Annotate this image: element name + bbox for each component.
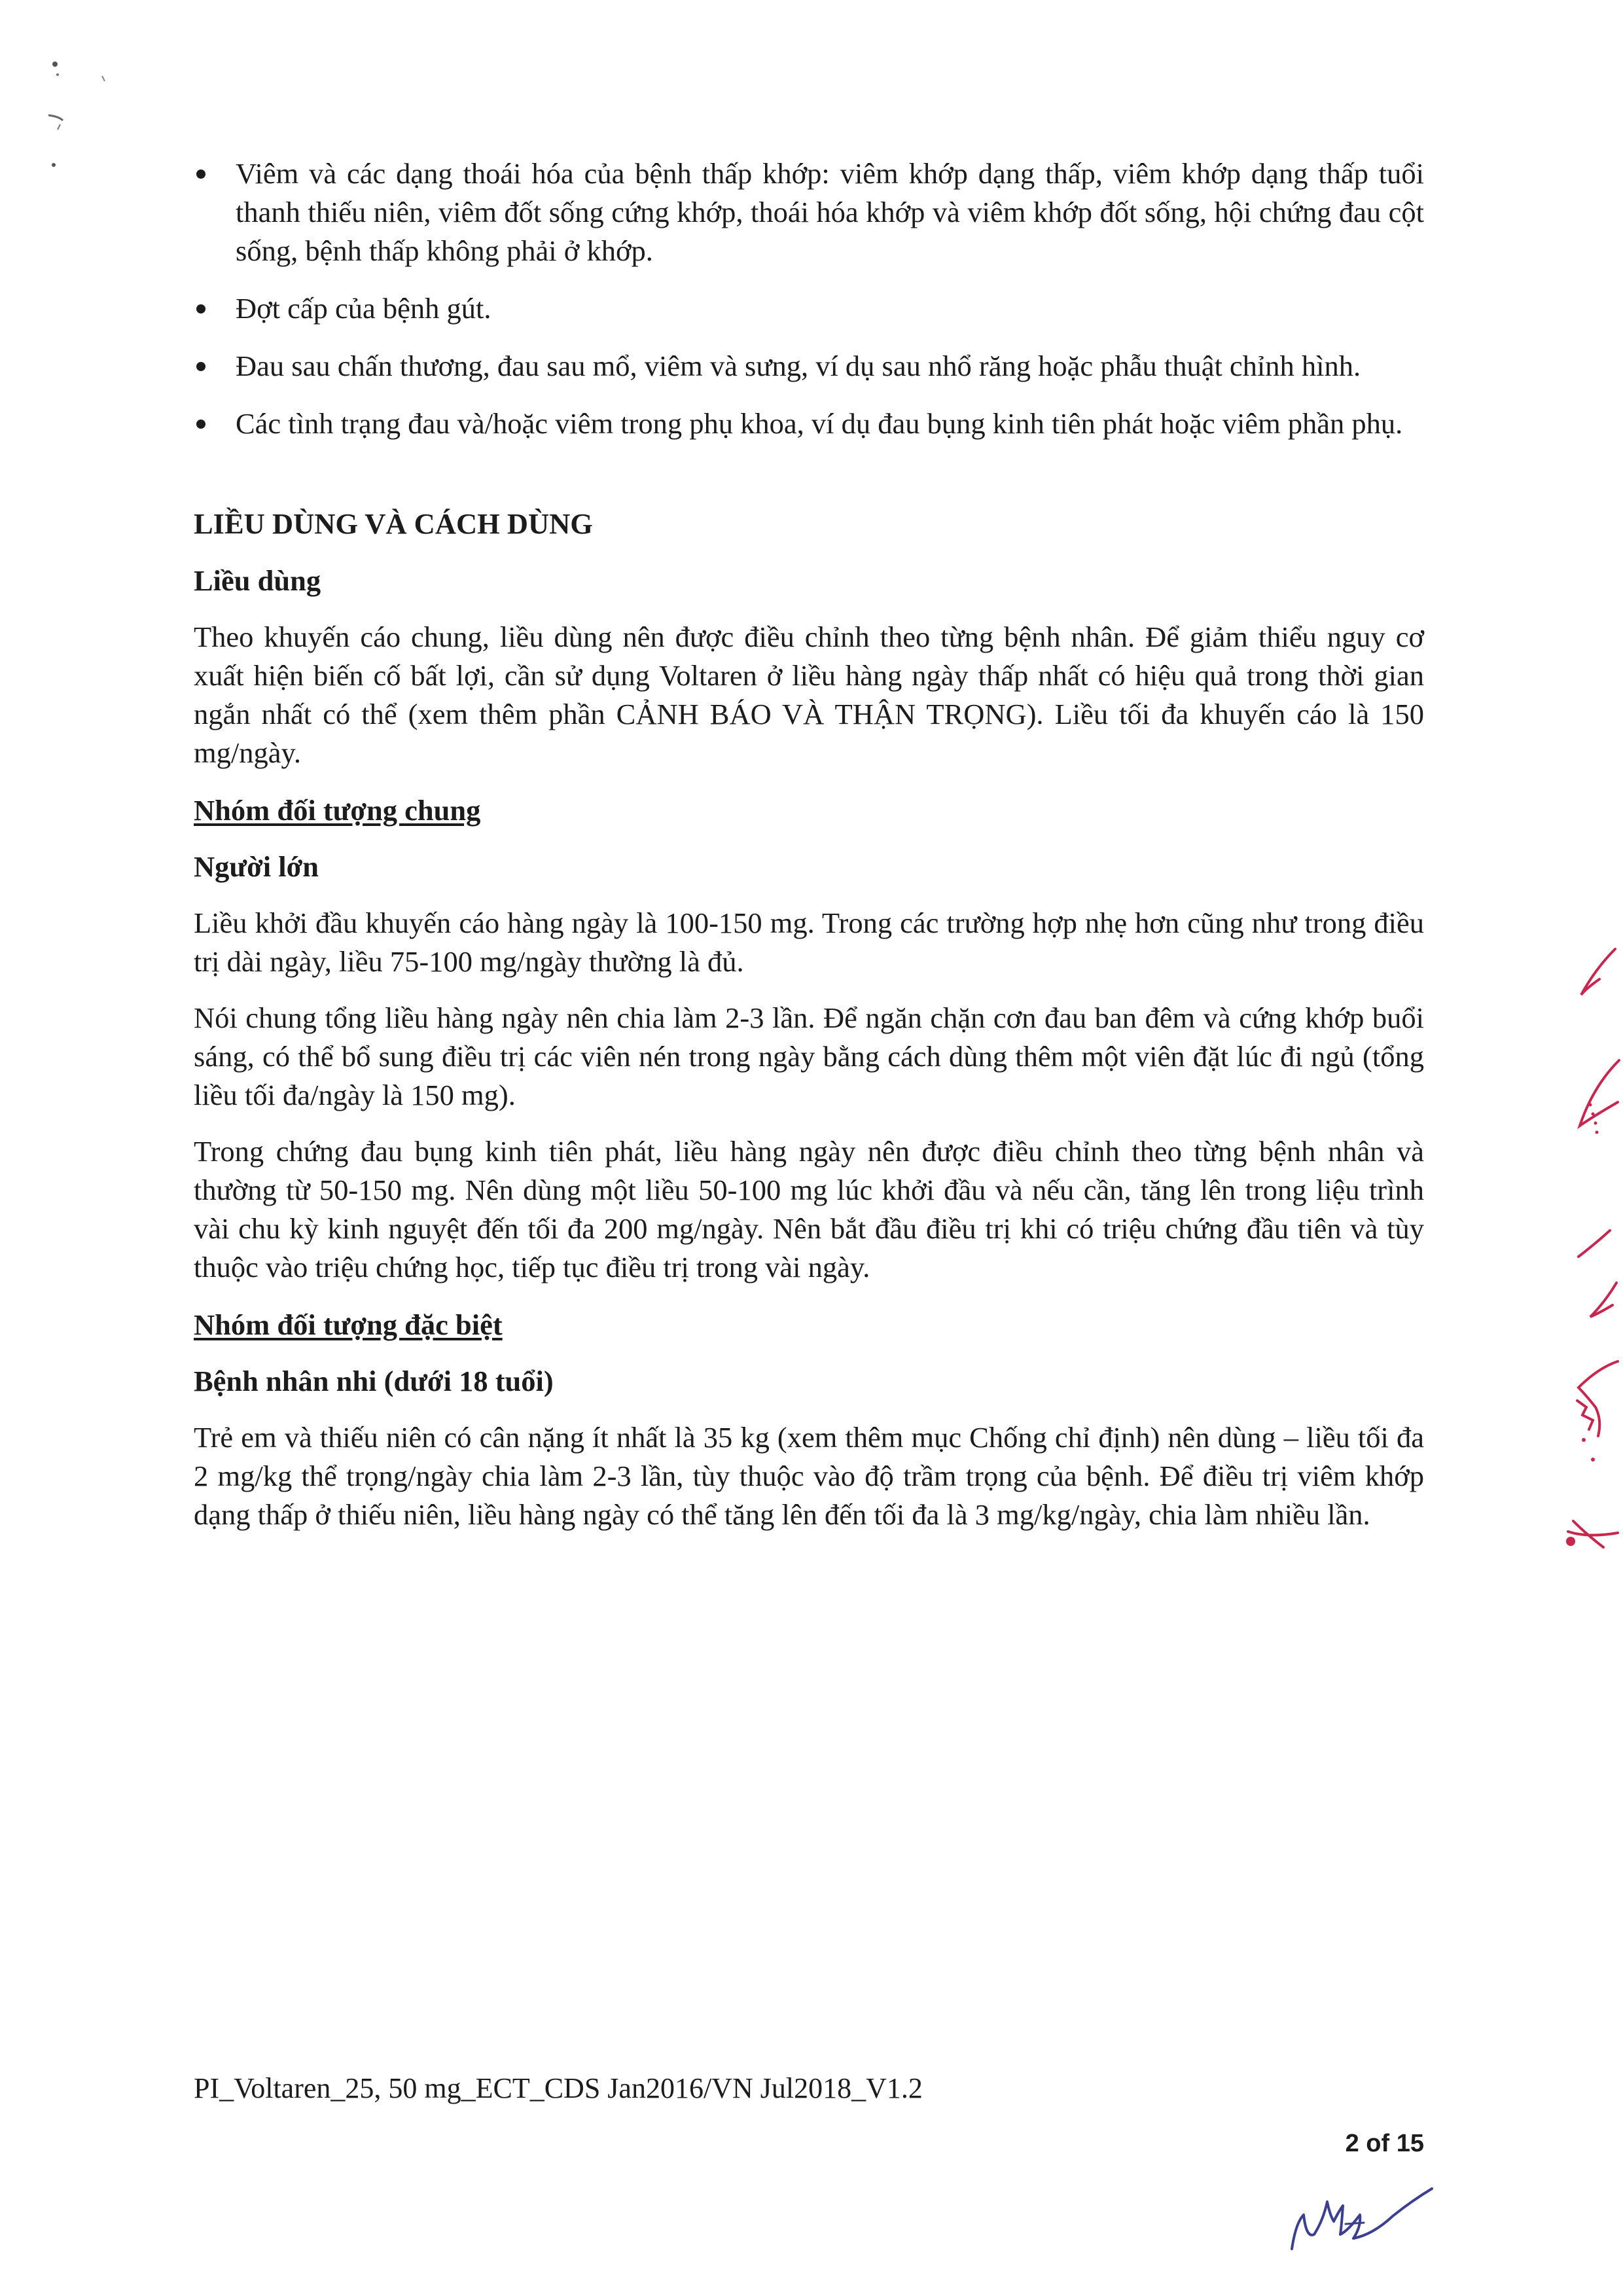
list-item-text: Viêm và các dạng thoái hóa của bệnh thấp khớp: viêm khớp dạng thấp, viêm khớp dạng thấp tuổi thanh thiếu niên, viêm đốt sống cứng khớp, thoái hóa khớp và viêm khớp đốt sống, hội chứng đau cột sống, bệnh thấp không phải ở khớp. xyxy=(236,157,1424,267)
list-item-text: Các tình trạng đau và/hoặc viêm trong phụ khoa, ví dụ đau bụng kinh tiên phát hoặc viêm phần phụ. xyxy=(236,407,1403,440)
pediatric-heading: Bệnh nhân nhi (dưới 18 tuổi) xyxy=(194,1365,554,1397)
bullet-icon xyxy=(196,362,205,371)
bullet-icon xyxy=(196,304,205,314)
general-population-heading: Nhóm đối tượng chung xyxy=(194,794,481,827)
adults-paragraph-3: Trong chứng đau bụng kinh tiên phát, liều hàng ngày nên được điều chỉnh theo từng bệnh nhân và thường từ 50-150 mg. Nên dùng một liều 50-100 mg lúc khởi đầu và nếu cần, tăng lên trong liệu trình vài chu kỳ kinh nguyệt đến tối đa 200 mg/ngày. Nên bắt đầu điều trị khi có triệu chứng đầu tiên và tùy thuộc vào triệu chứng học, tiếp tục điều trị trong vài ngày. xyxy=(194,1135,1424,1283)
dosage-paragraph: Theo khuyến cáo chung, liều dùng nên được điều chỉnh theo từng bệnh nhân. Để giảm thiểu nguy cơ xuất hiện biến cố bất lợi, cần sử dụng Voltaren ở liều hàng ngày thấp nhất có hiệu quả trong thời gian ngắn nhất có thể (xem thêm phần CẢNH BÁO VÀ THẬN TRỌNG). Liều tối đa khuyến cáo là 150 mg/ngày. xyxy=(194,620,1424,769)
dosage-heading: Liều dùng xyxy=(194,564,321,597)
adults-paragraph-2: Nói chung tổng liều hàng ngày nên chia làm 2-3 lần. Để ngăn chặn cơn đau ban đêm và cứng khớp buổi sáng, có thể bổ sung điều trị các viên nén trong ngày bằng cách dùng thêm một viên đặt lúc đi ngủ (tổng liều tối đa/ngày là 150 mg). xyxy=(194,1001,1424,1111)
adults-paragraph-1: Liều khởi đầu khuyến cáo hàng ngày là 100-150 mg. Trong các trường hợp nhẹ hơn cũng như trong điều trị dài ngày, liều 75-100 mg/ngày thường là đủ. xyxy=(194,906,1424,978)
page-number: 2 of 15 xyxy=(1345,2130,1424,2157)
scan-speck-marks xyxy=(39,52,118,183)
list-item-text: Đau sau chấn thương, đau sau mổ, viêm và sưng, ví dụ sau nhổ răng hoặc phẫu thuật chỉnh hình. xyxy=(236,350,1361,382)
list-item xyxy=(194,289,1424,328)
adults-heading: Người lớn xyxy=(194,850,319,883)
list-item xyxy=(194,154,1424,270)
bullet-icon xyxy=(196,420,205,429)
section-title: LIỀU DÙNG VÀ CÁCH DÙNG xyxy=(194,507,593,540)
list-item xyxy=(194,347,1424,386)
stamp-icon xyxy=(1564,942,1623,1571)
list-item-text: Đợt cấp của bệnh gút. xyxy=(236,292,491,325)
indication-list xyxy=(194,154,1424,443)
bullet-icon xyxy=(196,170,205,179)
special-population-heading: Nhóm đối tượng đặc biệt xyxy=(194,1308,503,1341)
document-reference: PI_Voltaren_25, 50 mg_ECT_CDS Jan2016/VN Jul2018_V1.2 xyxy=(194,2072,923,2104)
page-content xyxy=(194,154,1424,1552)
signature-icon xyxy=(1283,2186,1453,2265)
list-item xyxy=(194,404,1424,443)
pediatric-paragraph: Trẻ em và thiếu niên có cân nặng ít nhất là 35 kg (xem thêm mục Chống chỉ định) nên dùng – liều tối đa 2 mg/kg thể trọng/ngày chia làm 2-3 lần, tùy thuộc vào độ trầm trọng của bệnh. Để điều trị viêm khớp dạng thấp ở thiếu niên, liều hàng ngày có thể tăng lên đến tối đa là 3 mg/kg/ngày, chia làm nhiều lần. xyxy=(194,1421,1424,1531)
